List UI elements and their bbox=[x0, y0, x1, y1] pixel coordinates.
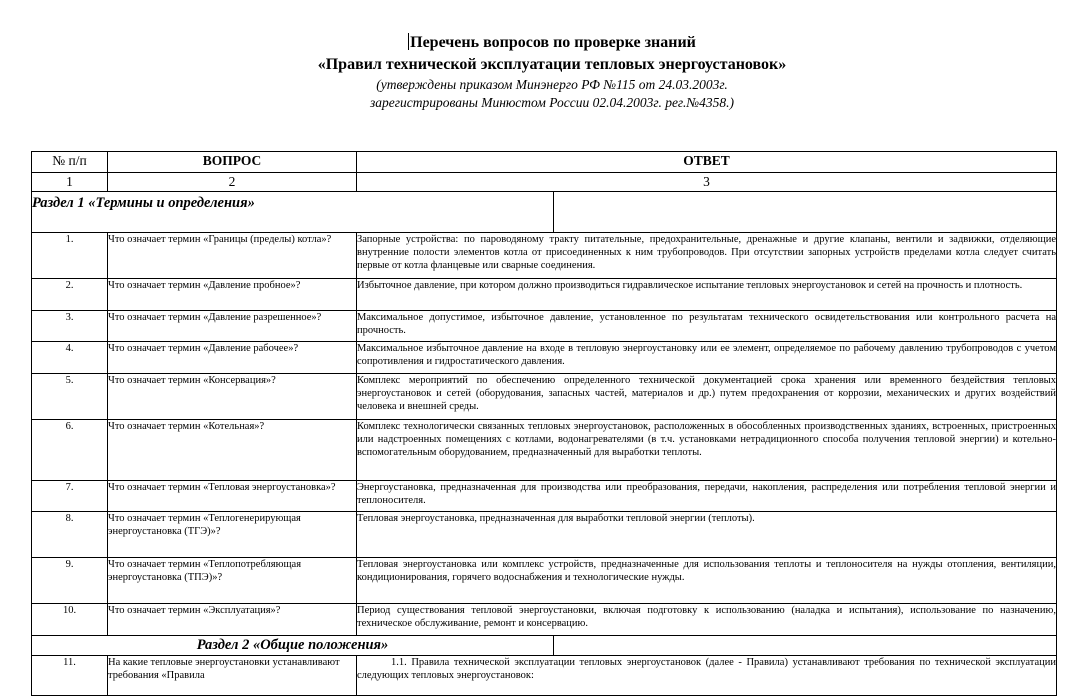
column-numbers-row bbox=[32, 173, 1057, 192]
column-header-number: № п/п bbox=[32, 152, 108, 173]
answer-cell: Тепловая энергоустановка или комплекс устройств, предназначенные для использования теплоты и теплоносителя на нужды отопления, вентиляции, кондиционирования, горячего водоснабжения и технологические нужды. bbox=[357, 558, 1057, 604]
question-cell: На какие тепловые энергоустановки устанавливают требования «Правила bbox=[108, 656, 357, 696]
row-number: 5. bbox=[32, 374, 108, 420]
table-row bbox=[32, 279, 1057, 311]
table-row bbox=[32, 233, 1057, 279]
column-number-1: 1 bbox=[32, 173, 108, 192]
table-row bbox=[32, 558, 1057, 604]
question-cell: Что означает термин «Консервация»? bbox=[108, 374, 357, 420]
column-number-2: 2 bbox=[108, 173, 357, 192]
question-cell: Что означает термин «Давление рабочее»? bbox=[108, 342, 357, 374]
section-row bbox=[32, 636, 1057, 656]
answer-cell: Тепловая энергоустановка, предназначенная для выработки тепловой энергии (теплоты). bbox=[357, 512, 1057, 558]
row-number: 4. bbox=[32, 342, 108, 374]
table-row bbox=[32, 342, 1057, 374]
column-header-question: ВОПРОС bbox=[108, 152, 357, 173]
table-row bbox=[32, 311, 1057, 342]
approval-note: (утверждены приказом Минэнерго РФ №115 от 24.03.2003г. bbox=[376, 77, 728, 92]
question-cell: Что означает термин «Тепловая энергоустановка»? bbox=[108, 481, 357, 512]
answer-cell: Максимальное избыточное давление на входе в тепловую энергоустановку или ее элемент, определяемое по рабочему давлению трубопроводов с учетом сопротивления и гидростатического давления. bbox=[357, 342, 1057, 374]
document-title-rules: «Правил технической эксплуатации тепловых энергоустановок» bbox=[317, 56, 787, 73]
question-cell: Что означает термин «Границы (пределы) котла»? bbox=[108, 233, 357, 279]
answer-cell: Максимальное допустимое, избыточное давление, установленное по результатам технического освидетельствования или контрольного расчета на прочность. bbox=[357, 311, 1057, 342]
question-cell: Что означает термин «Котельная»? bbox=[108, 420, 357, 481]
answer-cell: Комплекс мероприятий по обеспечению определенного технической документацией срока хранения или временного бездействия тепловых энергоустановок и сетей (оборудования, запасных частей, материалов и др.) путем предохранения от коррозии, механических и других воздействий человека и внешней среды. bbox=[357, 374, 1057, 420]
row-number: 2. bbox=[32, 279, 108, 311]
document-title: Перечень вопросов по проверке знаний bbox=[410, 34, 696, 51]
row-number: 11. bbox=[32, 656, 108, 696]
column-header-answer: ОТВЕТ bbox=[357, 152, 1057, 173]
column-number-3: 3 bbox=[357, 173, 1057, 192]
answer-cell: Период существования тепловой энергоустановки, включая подготовку к использованию (наладка и испытания), использование по назначению, техническое обслуживание, ремонт и консервацию. bbox=[357, 604, 1057, 636]
table-header-row bbox=[32, 152, 1057, 173]
row-number: 3. bbox=[32, 311, 108, 342]
section-2-empty-cell bbox=[554, 636, 1057, 656]
text-cursor bbox=[408, 33, 409, 50]
questions-table bbox=[31, 151, 1057, 696]
document-header bbox=[0, 32, 1073, 112]
table-row bbox=[32, 481, 1057, 512]
table-row bbox=[32, 374, 1057, 420]
question-cell: Что означает термин «Давление разрешенное»? bbox=[108, 311, 357, 342]
row-number: 7. bbox=[32, 481, 108, 512]
question-cell: Что означает термин «Теплопотребляющая энергоустановка (ТПЭ)»? bbox=[108, 558, 357, 604]
question-cell: Что означает термин «Эксплуатация»? bbox=[108, 604, 357, 636]
table-row bbox=[32, 604, 1057, 636]
table-row bbox=[32, 512, 1057, 558]
answer-cell: Избыточное давление, при котором должно производиться гидравлическое испытание тепловых энергоустановок и сетей на прочность и плотность. bbox=[357, 279, 1057, 311]
question-cell: Что означает термин «Давление пробное»? bbox=[108, 279, 357, 311]
question-cell: Что означает термин «Теплогенерирующая энергоустановка (ТГЭ)»? bbox=[108, 512, 357, 558]
table-row bbox=[32, 420, 1057, 481]
answer-cell: 1.1. Правила технической эксплуатации тепловых энергоустановок (далее - Правила) устанавливают требования по технической эксплуатации следующих тепловых энергоустановок: bbox=[357, 656, 1057, 696]
answer-cell: Энергоустановка, предназначенная для производства или преобразования, передачи, накопления, распределения или потребления тепловой энергии и теплоносителя. bbox=[357, 481, 1057, 512]
row-number: 6. bbox=[32, 420, 108, 481]
section-1-empty-cell bbox=[554, 192, 1057, 233]
row-number: 9. bbox=[32, 558, 108, 604]
row-number: 1. bbox=[32, 233, 108, 279]
section-1-title: Раздел 1 «Термины и определения» bbox=[32, 192, 554, 233]
section-row bbox=[32, 192, 1057, 233]
section-2-title: Раздел 2 «Общие положения» bbox=[32, 636, 554, 656]
row-number: 8. bbox=[32, 512, 108, 558]
answer-cell: Комплекс технологически связанных тепловых энергоустановок, расположенных в обособленных производственных зданиях, встроенных, пристроенных или надстроенных помещениях с котлами, водонагревателями (в т.ч. установками нетрадиционного способа получения тепловой энергии) и котельно-вспомогательным оборудованием, предназначенный для выработки теплоты. bbox=[357, 420, 1057, 481]
answer-cell: Запорные устройства: по пароводяному тракту питательные, предохранительные, дренажные и другие клапаны, вентили и задвижки, отделяющие внутренние полости элементов котла от присоединенных к ним трубопроводов. При отсутствии запорных устройств пределами котла следует считать первые от котла фланцевые или сварные соединения. bbox=[357, 233, 1057, 279]
table-row bbox=[32, 656, 1057, 696]
row-number: 10. bbox=[32, 604, 108, 636]
registration-note: зарегистрированы Минюстом России 02.04.2003г. рег.№4358.) bbox=[369, 95, 734, 110]
